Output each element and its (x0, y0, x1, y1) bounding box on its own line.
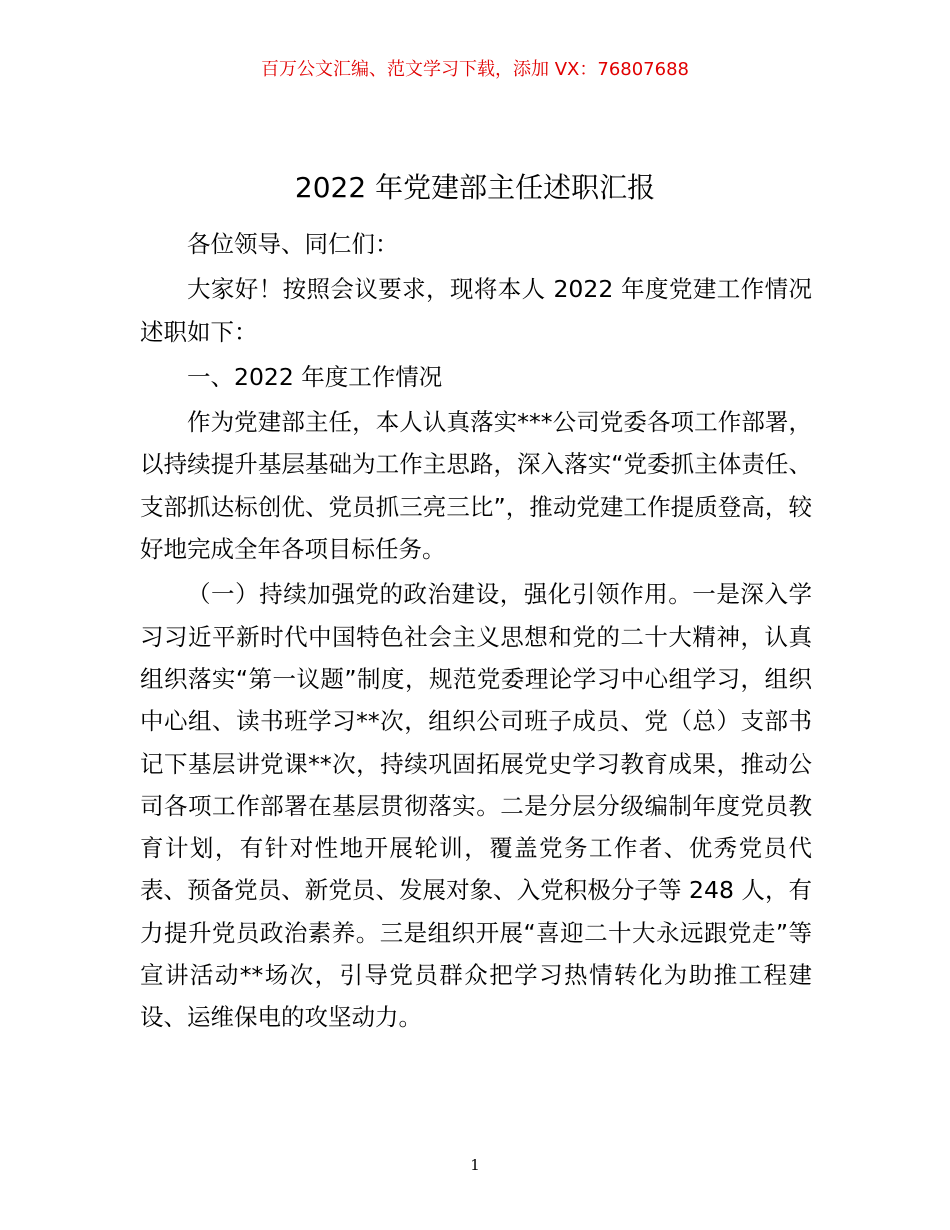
document-title: 2022 年党建部主任述职汇报 (294, 171, 656, 204)
section-heading: 一、2022 年度工作情况 (187, 362, 443, 391)
greeting-paragraph: 大家好！按照会议要求，现将本人 2022 年度党建工作情况述职如下： (140, 275, 812, 346)
salutation-paragraph: 各位领导、同仁们： (187, 230, 399, 258)
header-banner: 百万公文汇编、范文学习下载，添加 VX：76807688 (261, 59, 689, 80)
body-paragraph: 作为党建部主任，本人认真落实***公司党委各项工作部署，以持续提升基层基础为工作主思路，深入落实“党委抓主体责任、支部抓达标创优、党员抓三亮三比”，推动党建工作提质登高，较好地完成全年各项目标任务。 (140, 408, 812, 564)
document-body (140, 223, 812, 1042)
body-paragraph: （一）持续加强党的政治建设，强化引领作用。一是深入学习习近平新时代中国特色社会主义思想和党的二十大精神，认真组织落实“第一议题”制度，规范党委理论学习中心组学习，组织中心组、读书班学习**次，组织公司班子成员、党（总）支部书记下基层讲党课**次，持续巩固拓展党史学习教育成果，推动公司各项工作部署在基层贯彻落实。二是分层分级编制年度党员教育计划，有针对性地开展轮训，覆盖党务工作者、优秀党员代表、预备党员、新党员、发展对象、入党积极分子等 248 人，有力提升党员政治素养。三是组织开展“喜迎二十大永远跟党走”等宣讲活动**场次，引导党员群众把学习热情转化为助推工程建设、运维保电的攻坚动力。 (140, 580, 812, 1032)
page-number: 1 (470, 1156, 480, 1174)
